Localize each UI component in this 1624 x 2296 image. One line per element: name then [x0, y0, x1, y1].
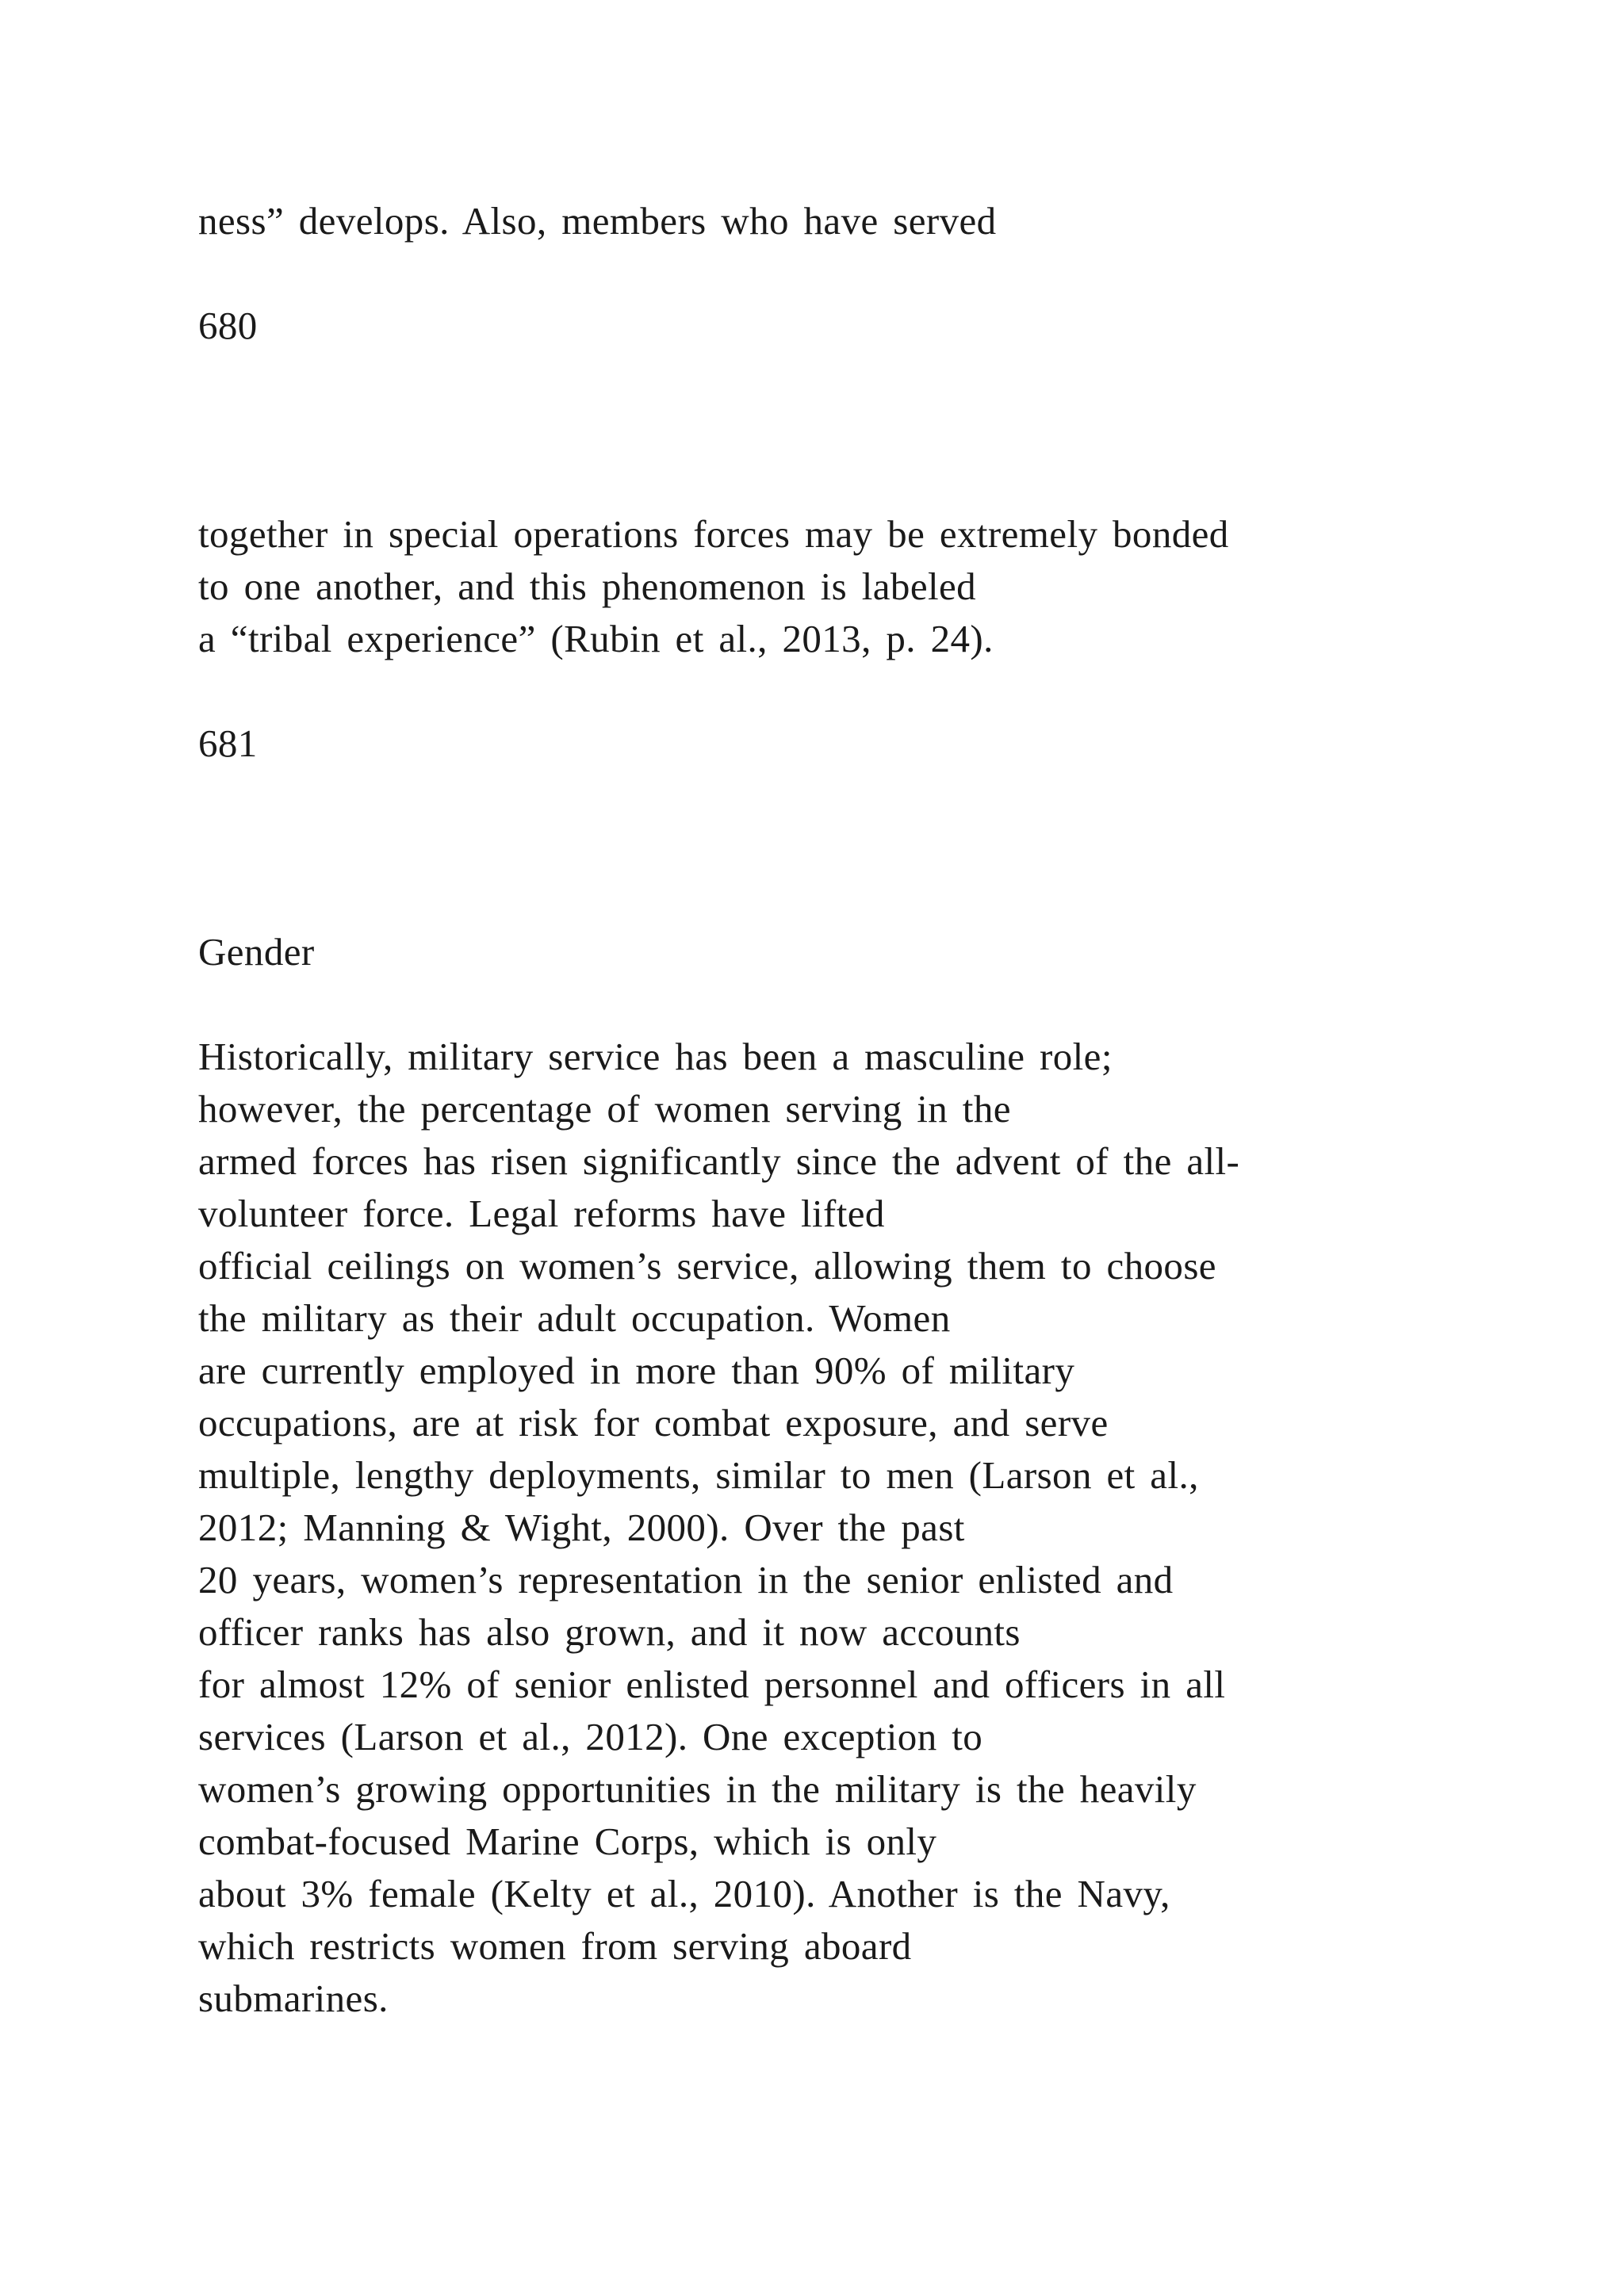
text-line: are currently employed in more than 90% of military [198, 1349, 1075, 1392]
text-line: armed forces has risen significantly since the advent of the all- [198, 1139, 1240, 1183]
text-line: a “tribal experience” (Rubin et al., 2013, p. 24). [198, 617, 994, 660]
page-number: 680 [198, 304, 258, 347]
text-line: services (Larson et al., 2012). One exception to [198, 1715, 983, 1758]
text-line: for almost 12% of senior enlisted personnel and officers in all [198, 1663, 1226, 1706]
text-line: 2012; Manning & Wight, 2000). Over the past [198, 1506, 965, 1549]
text-line: 20 years, women’s representation in the senior enlisted and [198, 1558, 1174, 1601]
text-line: occupations, are at risk for combat exposure, and serve [198, 1401, 1109, 1445]
text-line: the military as their adult occupation. Women [198, 1296, 951, 1340]
text-line: women’s growing opportunities in the military is the heavily [198, 1767, 1197, 1811]
text-line: Historically, military service has been a masculine role; [198, 1035, 1113, 1078]
page-number: 681 [198, 721, 258, 765]
text-line: to one another, and this phenomenon is labeled [198, 564, 977, 608]
text-line: which restricts women from serving aboard [198, 1924, 912, 1968]
text-line: official ceilings on women’s service, allowing them to choose [198, 1244, 1216, 1288]
text-line: submarines. [198, 1976, 389, 2020]
text-line: combat-focused Marine Corps, which is only [198, 1820, 937, 1863]
text-line: volunteer force. Legal reforms have lifted [198, 1192, 885, 1235]
section-heading: Gender [198, 930, 315, 974]
text-line: multiple, lengthy deployments, similar to men (Larson et al., [198, 1453, 1199, 1497]
text-line: officer ranks has also grown, and it now accounts [198, 1610, 1021, 1654]
text-line: ness” develops. Also, members who have served [198, 199, 997, 243]
text-line: about 3% female (Kelty et al., 2010). Another is the Navy, [198, 1872, 1170, 1915]
text-line: however, the percentage of women serving in the [198, 1087, 1011, 1131]
text-line: together in special operations forces may be extremely bonded [198, 512, 1229, 556]
